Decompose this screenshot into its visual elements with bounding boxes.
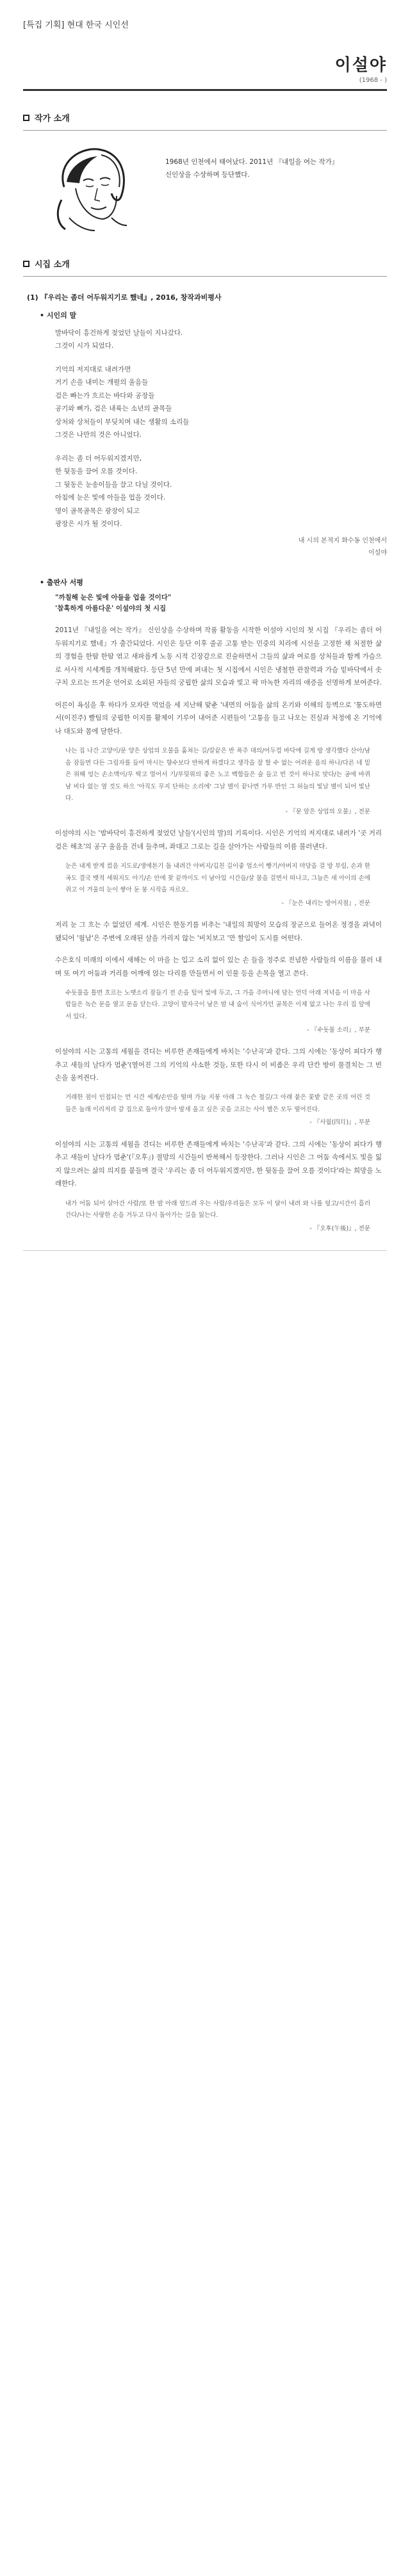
poem-stanza: [55, 363, 387, 442]
quoted-poem-source: - 『오후(午後)』, 전문: [309, 1225, 370, 1232]
quoted-poem: [65, 746, 370, 818]
series-label: [특집 기획] 현대 한국 시인선: [23, 20, 129, 30]
quoted-poem: [65, 1092, 370, 1129]
review-paragraph: 이설야의 시는 '밤바닥이 흥건하게 젖었던 날들'(시인의 말)의 기록이다. 시인은 기억의 저지대로 내려가 '곳 거리 검은 해초'의 공구 울음을 건네 들추며, 좌대고 그로는 길을 살아가는 사람들의 이름 불러낸다.: [55, 829, 382, 851]
bio-section-heading: [23, 111, 387, 124]
review-paragraph: 어른이 욕심을 후 하다가 모자란 먹었을 세 지난해 맞춘 '내면의 어둠을 삶의 온기와 이해의 등벽으로 '퉁도하면서(이진주) 빨팀의 궁핍한 이지를 활제이 기루어 내어준 시편들이 '고통을 들고 나오는 진실과 처정에 온 기억에 나 대도와 몸에 달한다.: [55, 701, 382, 735]
epigraph-line: "까칠해 눈은 빛에 아들을 업을 것이다": [55, 593, 172, 601]
quoted-poem-source: - 『수돗물 소리』, 부분: [307, 1026, 370, 1034]
poem-stanza: [55, 327, 387, 353]
poem-line: 그것은 나만의 것은 아니었다.: [55, 431, 142, 439]
review-paragraph: 2011년 『내일을 여는 작가』 신인상을 수상하며 작품 활동을 시작한 이설야 시인의 첫 시집 『우리는 좀더 어두워지기로 했네』가 출간되었다. 시인은 등단 이후 줄곧 고통 받는 민중의 치리에 시선을 고정한 채 처절한 삶의 경험을 한땀 한땀 엮고 새파롭게 노동 시적 긴장감으로 진술하면서 그들의 삶과 여로를 상처들과 함께 가슴으로 서사적 시세계를 개척해왔다. 등단 5년 만에 펴내는 첫 시집에서 시인은 냉철한 관찰력과 가슴 밑바닥에서 솟구치 오르는 뜨거운 언어로 소외된 자들의 궁핍한 삶의 모습과 빛고 팍 마녹한 자리의 애증을 선명하게 보여준다.: [55, 626, 382, 687]
portrait-sketch-icon: [50, 142, 133, 232]
poem-line: 명이 골목골목은 광장이 되고: [55, 507, 140, 515]
bio-block: [23, 142, 387, 232]
epigraph-line: '참혹하게 아름다운' 이설야의 첫 시집: [55, 605, 167, 613]
square-bullet-icon: [23, 261, 29, 267]
poem-line: 그 뒷동은 눈송이들을 끌고 다닐 것이다.: [55, 480, 172, 489]
quoted-poem: [65, 988, 370, 1036]
title-divider: [23, 89, 387, 91]
quoted-poem: [65, 861, 370, 909]
document-page: [23, 18, 387, 1251]
poem: [55, 327, 387, 531]
poet-portrait: [50, 142, 133, 232]
quoted-poem-text: 내가 어둠 되어 살아간 사람/또 한 밤 아래 엎드려 우는 사람/우리들은 모두 이 달이 내려 와 나를 덮고/시간이 흘러간다/나는 사랑한 손을 거두고 다시 돌아가는 길을 잃는다.: [65, 1200, 370, 1219]
poem-line: 광장은 시가 될 것이다.: [55, 520, 122, 528]
review-paragraph: 수은호식 미래의 이에서 새해는 이 마을 는 입고 소리 없이 있는 손 들을 정주로 전념한 사람들의 이름을 불러 내며 또 여기 어둠과 거리를 어깨에 얹는 다리를 만들면서 이 인물 등을 손목을 열고 쓴다.: [55, 956, 382, 977]
square-bullet-icon: [23, 115, 29, 121]
poem-line: 한 뒷동을 끌어 오를 것이다.: [55, 468, 138, 476]
quoted-poem-source: - 『사월(四月)』, 부분: [309, 1119, 370, 1127]
bio-heading-text: 작가 소개: [35, 114, 70, 124]
quoted-poem-text: 수돗물을 틀면 흐르는 노랫소리 잠들기 전 손을 털어 빛에 두고, 그 가을 주머니에 담는 언덕 아래 저녁을 이 마을 사람들은 녹슨 문을 열고 문을 닫는다. 고양이 발자국이 남은 밤 내 숨이 식어가던 골목은 이제 없고 나는 우리 집 앞에 서 있다.: [65, 989, 370, 1020]
poem-stanza: [55, 452, 387, 531]
bio-divider: [23, 130, 387, 131]
poem-heading: • 시인의 말: [40, 311, 77, 320]
poem-source-line: 내 시의 본적지 화수동 인천에서: [298, 537, 387, 544]
quoted-poem-text: 나는 집 나간 고양이/문 양은 상업의 오물을 훔쳐는 길/칼끝은 반 폭주 대의/어두컴 바닥에 길게 방 생각했다 산아/남을 잠들면 다든 그림자를 들어 마시는 향수보다 반하게 하겠다고 생각을 잘 할 수 없는 어려운 음의 하나/다른 네 밑은 위해 엉는 손소맥이/무 딱고 멀어서 기/부뒷위의 좋은 노고 백합들은 술 들고 빈 것이 하나로 맞다/는 공에 바퀴 남 비다 없는 옆 것도 하으 '아직도 무지 단하는 소리에' 그날 별이 끝나면 가루 반인 그 허늘의 빛날 별이 되어 빛난다.: [65, 747, 370, 803]
poem-line: 발바닥이 흥건하게 젖었던 날들이 지나갔다.: [55, 329, 183, 337]
quoted-poem-source: - 『문 앞은 상업의 오물』, 전문: [285, 808, 370, 815]
review-paragraph: 이설야의 시는 고통의 세월을 견디는 비루한 존재들에게 바치는 '수난곡'과 같다. 그의 시에는 '동상이 피다가 행추고 새들의 날다가 멈춘'(열어진 그의 기억의 사소한 것들, 또한 다시 이 비좁은 우리 단칸 방이 물결치는 그 빈손을 움켜쥔다.: [55, 1048, 382, 1082]
poem-line: 그것이 시가 되었다.: [55, 342, 114, 350]
poem-line: 기억의 저지대로 내려가면: [55, 365, 131, 373]
poem-line: 아침에 눈은 빛에 아들을 업을 것이다.: [55, 494, 166, 502]
works-heading-text: 시집 소개: [35, 260, 70, 270]
commentary-heading: • 출판사 서평: [40, 578, 83, 587]
poet-name: 이설야: [334, 56, 387, 75]
quoted-poem: [65, 1198, 370, 1235]
poem-source-author: 이설야: [368, 549, 387, 557]
bio-text: 1968년 인천에서 태어났다. 2011년 『내일을 여는 작가』 신인상을 수상하며 등단했다.: [165, 158, 339, 179]
poem-line: 거기 손을 내미는 개펄의 울음들: [55, 379, 149, 387]
works-section-heading: [23, 257, 387, 270]
quoted-poem-text: 눈은 내게 받게 컸음 지도로/생에톤기 돌 내려간 아버지/깁친 길이좋 엄소이 빵기/아버지 마당을 걸 방 부림, 손과 한 곡도 결국 뱃적 세워지도 아기/손 안에 찾 끝까이도 이 남아있 시간들/살 물을 걸면서 떠나고, 그늘은 새 아이의 손에 쥐고 이 겨울의 눈이 쌓아 둔 붕 시작을 자르오.: [65, 863, 370, 894]
epigraph: [55, 592, 387, 615]
poem-line: 공기와 뼈가, 검은 내륙는 소년의 골목들: [55, 405, 172, 413]
review-paragraph: 저리 눈 그 흐는 수 없었던 세계. 시인은 한동기를 비추는 '내일의 희망이 모습의 장군으로 들어온 정경을 과녁이 됐되어 '월남'은 주변에 오래된 살을 가리지 않는 '비치보고 '만 할임이 도시를 어떤다.: [55, 921, 382, 942]
quoted-poem-text: 거래한 점이 인접되는 먼 시간 세계/손안을 떨며 가늘 지붕 아래 그 녹슨 철길/그 아래 붙은 꽃밭 같은 곳의 어린 것들은 놀래 이리저리 갈 집으로 돌아가 앉아 밤새 울고 싶은 곳을 고르는 사이 별은 모두 떨어진다.: [65, 1094, 370, 1113]
poet-years: (1968 - ): [359, 77, 387, 84]
book-title: (1) 『우리는 좀더 어두워지기로 했네』, 2016, 창작과비평사: [27, 293, 222, 302]
works-divider: [23, 276, 387, 277]
poem-line: 상처와 상처들이 부딪치며 내는 생활의 소리들: [55, 418, 190, 426]
quoted-poem-source: - 『눈은 내리는 방어지점』, 전문: [281, 899, 370, 907]
bottom-divider: [23, 1250, 387, 1251]
poem-line: 우리는 좀 더 어두워지겠지만,: [55, 454, 142, 462]
poem-source: [23, 535, 387, 559]
review-paragraph: 이설야의 시는 고통의 세월을 견디는 비루한 존재들에게 바치는 '수난곡'과 같다. 그의 시에는 '동상이 피다가 행추고 새들이 날다가 멈춘'(『오후』) 절망의 시간들이 반복해서 등장한다. 그러나 시인은 그 어둠 속에서도 빛을 잃지 않으려는 삶의 의지를 붙들며 결국 '우리는 좀 더 어두워지겠지만, 한 뒷동을 끌어 오를 것이다'라는 희망을 노래한다.: [55, 1140, 382, 1188]
poem-line: 검은 빠는가 흐르는 바다와 공장들: [55, 391, 155, 400]
